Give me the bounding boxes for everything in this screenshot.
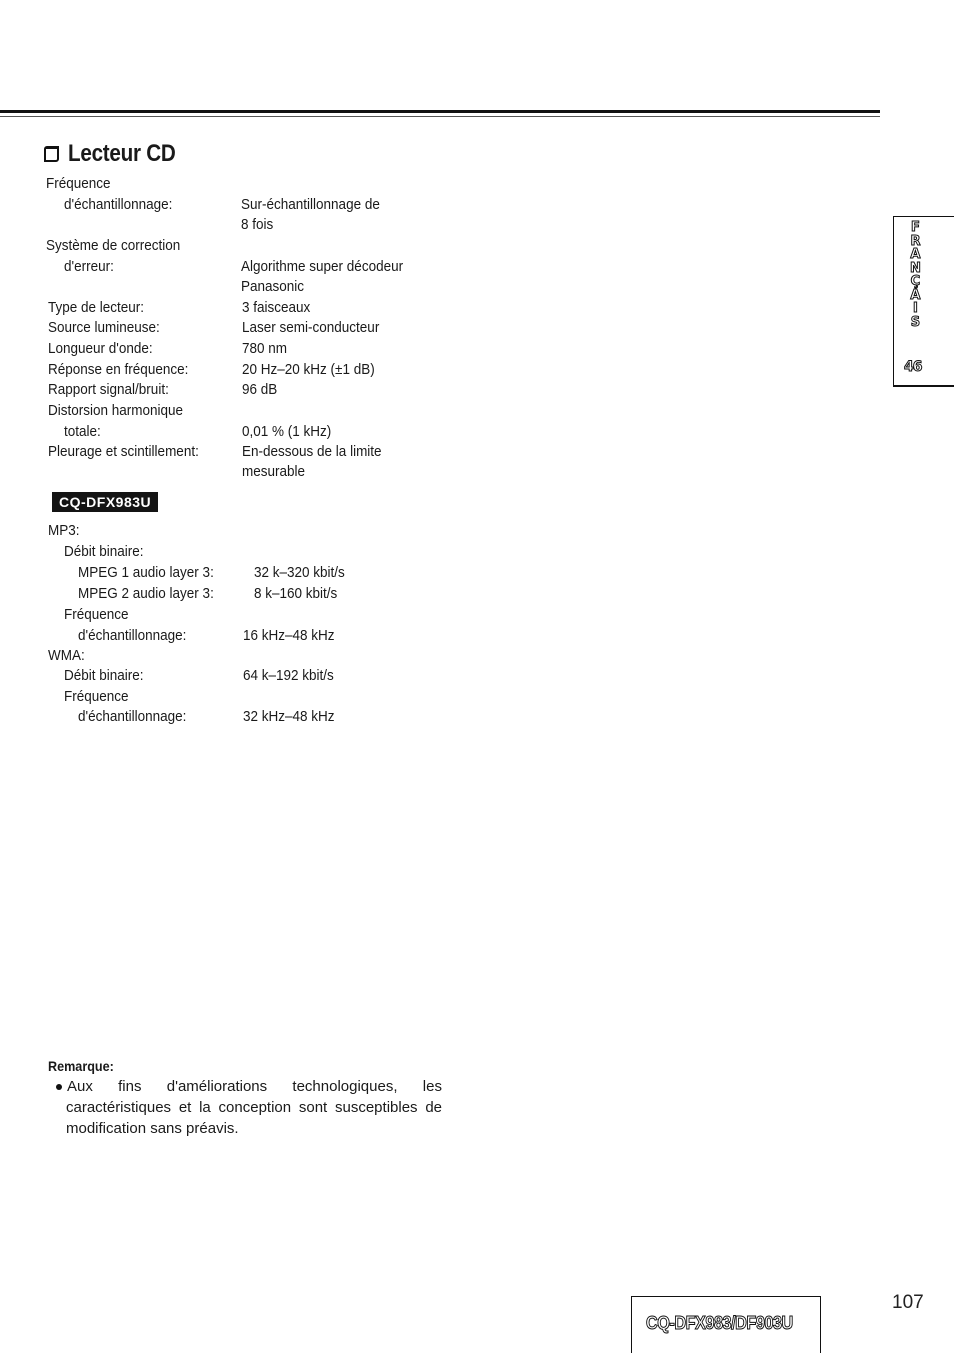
spec-value: 32 k–320 kbit/s bbox=[254, 564, 345, 581]
spec-value: 3 faisceaux bbox=[242, 299, 311, 316]
note-body bbox=[56, 1076, 442, 1139]
spec-label: Distorsion harmonique bbox=[48, 402, 184, 419]
note-word: caractéristiques bbox=[66, 1099, 172, 1116]
note-line bbox=[56, 1097, 442, 1118]
spec-value: 8 fois bbox=[241, 216, 274, 233]
spec-label: MPEG 1 audio layer 3: bbox=[78, 564, 214, 581]
spec-label: Source lumineuse: bbox=[48, 319, 160, 336]
note-word: fins bbox=[118, 1078, 142, 1095]
spec-value: 32 kHz–48 kHz bbox=[243, 708, 335, 725]
note-word: susceptibles bbox=[335, 1099, 418, 1116]
spec-value: 20 Hz–20 kHz (±1 dB) bbox=[242, 361, 375, 378]
spec-label: totale: bbox=[64, 423, 101, 440]
tab-letter: N bbox=[910, 260, 921, 276]
note-word: et bbox=[178, 1099, 192, 1116]
note-word: sont bbox=[298, 1099, 328, 1116]
note-word: d'améliorations bbox=[166, 1078, 268, 1095]
note-line: modification sans préavis. bbox=[66, 1120, 239, 1137]
note-word: Aux bbox=[56, 1076, 93, 1097]
note-word: la bbox=[199, 1099, 211, 1116]
note-word: technologiques, bbox=[292, 1078, 398, 1095]
format-label-wma: WMA: bbox=[48, 647, 85, 664]
footer-model-box bbox=[631, 1296, 821, 1353]
spec-value: Algorithme super décodeur bbox=[241, 258, 404, 275]
spec-value: Panasonic bbox=[241, 278, 305, 295]
note-word: de bbox=[425, 1099, 442, 1116]
spec-label: d'échantillonnage: bbox=[78, 708, 187, 725]
spec-value: 64 k–192 kbit/s bbox=[243, 667, 334, 684]
tab-letter: A bbox=[910, 247, 921, 262]
spec-label: Pleurage et scintillement: bbox=[48, 443, 199, 460]
spec-value: 16 kHz–48 kHz bbox=[243, 627, 335, 644]
top-rule-thin bbox=[0, 116, 880, 117]
top-rule bbox=[0, 110, 880, 113]
tab-letter: R bbox=[910, 233, 921, 249]
spec-label: MPEG 2 audio layer 3: bbox=[78, 585, 214, 602]
language-tab-letters bbox=[910, 221, 921, 329]
tab-letter: S bbox=[910, 314, 921, 330]
language-tab-number: 46 bbox=[904, 359, 922, 375]
spec-label: Fréquence bbox=[46, 175, 111, 192]
spec-value: Sur-échantillonnage de bbox=[241, 196, 380, 213]
tab-letter: A bbox=[910, 287, 921, 303]
spec-label: d'erreur: bbox=[64, 258, 114, 275]
note-title: Remarque: bbox=[48, 1058, 114, 1074]
footer-model: CQ-DFX983/DF903U bbox=[646, 1313, 793, 1333]
note-word: les bbox=[422, 1078, 442, 1095]
spec-value: 8 k–160 kbit/s bbox=[254, 585, 338, 602]
note-word: conception bbox=[218, 1099, 292, 1116]
language-tab bbox=[893, 216, 954, 387]
spec-label: Fréquence bbox=[64, 606, 129, 623]
format-label-mp3: MP3: bbox=[48, 522, 80, 539]
spec-value: 96 dB bbox=[242, 381, 278, 398]
section-heading bbox=[44, 140, 193, 168]
spec-label: Système de correction bbox=[46, 237, 181, 254]
tab-letter: I bbox=[913, 301, 918, 316]
spec-value: 0,01 % (1 kHz) bbox=[242, 423, 332, 440]
spec-value: mesurable bbox=[242, 463, 306, 480]
spec-value: Laser semi-conducteur bbox=[242, 319, 380, 336]
tab-letter: Ç bbox=[910, 274, 921, 289]
spec-label: Débit binaire: bbox=[64, 543, 144, 560]
spec-value: 780 nm bbox=[242, 340, 288, 357]
spec-label: d'échantillonnage: bbox=[64, 196, 173, 213]
note-line bbox=[56, 1076, 442, 1097]
tab-letter: F bbox=[911, 220, 920, 235]
section-title: Lecteur CD bbox=[68, 140, 176, 167]
spec-label: Débit binaire: bbox=[64, 667, 144, 684]
bullet-icon bbox=[56, 1084, 62, 1090]
spec-label: Rapport signal/bruit: bbox=[48, 381, 169, 398]
model-badge: CQ-DFX983U bbox=[52, 492, 158, 512]
spec-value: En-dessous de la limite bbox=[242, 443, 382, 460]
spec-label: d'échantillonnage: bbox=[78, 627, 187, 644]
spec-label: Type de lecteur: bbox=[48, 299, 145, 316]
spec-label: Longueur d'onde: bbox=[48, 340, 153, 357]
section-box-icon bbox=[44, 146, 59, 162]
spec-label: Réponse en fréquence: bbox=[48, 361, 189, 378]
spec-label: Fréquence bbox=[64, 688, 129, 705]
page-number: 107 bbox=[892, 1292, 924, 1313]
